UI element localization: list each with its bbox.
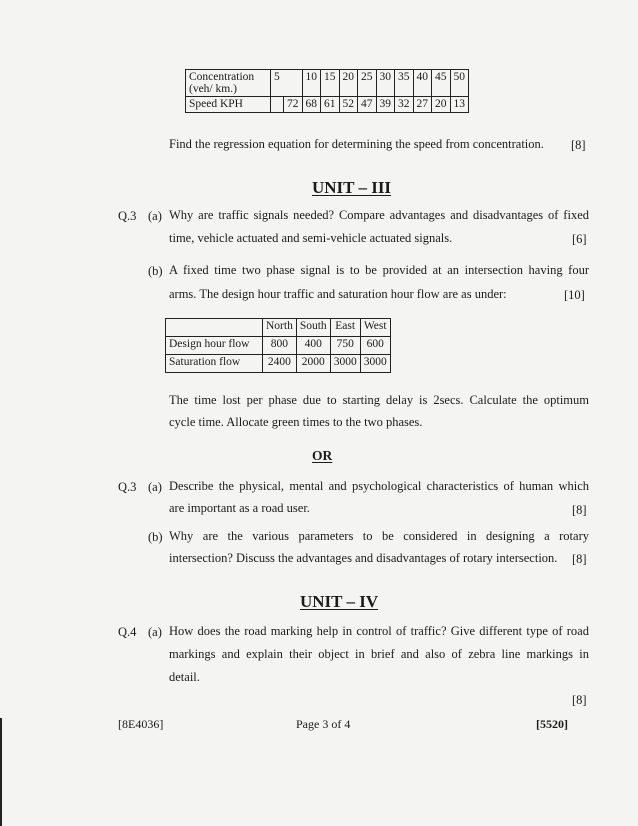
- question-number: Q.3: [118, 480, 137, 494]
- table-header-cell: West: [360, 319, 390, 337]
- question-text: intersection? Discuss the advantages and disadvantages of rotary intersection.: [169, 551, 558, 565]
- row-label: Design hour flow: [166, 337, 263, 355]
- table-row: [166, 319, 391, 337]
- table-cell: 5: [271, 70, 303, 97]
- row-label-concentration: Concentration (veh/ km.): [186, 70, 271, 97]
- table-cell: 32: [395, 97, 414, 113]
- question-text: time, vehicle actuated and semi-vehicle actuated signals.: [169, 231, 453, 245]
- part-label: (a): [148, 209, 162, 223]
- table-cell: 600: [360, 337, 390, 355]
- paper-number: [5520]: [536, 717, 568, 731]
- table-cell: 25: [358, 70, 377, 97]
- question-text: cycle time. Allocate green times to the two phases.: [169, 415, 423, 429]
- table-row: [166, 355, 391, 373]
- table-cell: 45: [432, 70, 451, 97]
- question-text: Describe the physical, mental and psychological characteristics of human which: [169, 479, 589, 493]
- table-cell: 30: [376, 70, 395, 97]
- question-text: markings and explain their object in brief and also of zebra line markings in: [169, 647, 589, 661]
- table-row: [186, 97, 469, 113]
- part-label: (b): [148, 264, 163, 278]
- table-cell: [271, 97, 284, 113]
- table-cell: 47: [358, 97, 377, 113]
- question-text: Why are the various parameters to be considered in designing a rotary: [169, 529, 589, 543]
- table-cell: 13: [450, 97, 469, 113]
- regression-question: Find the regression equation for determining the speed from concentration.: [169, 137, 544, 151]
- question-text: How does the road marking help in control of traffic? Give different type of road: [169, 624, 589, 638]
- marks-label: [6]: [572, 232, 587, 246]
- marks-label: [8]: [572, 552, 587, 566]
- part-label: (b): [148, 530, 163, 544]
- question-text: arms. The design hour traffic and saturation hour flow are as under:: [169, 287, 507, 301]
- table-cell: 61: [321, 97, 340, 113]
- table-cell: 39: [376, 97, 395, 113]
- table-header-cell: North: [263, 319, 297, 337]
- table-cell: 72: [284, 97, 303, 113]
- table-row: [166, 337, 391, 355]
- signal-flow-table: [165, 318, 391, 373]
- part-label: (a): [148, 480, 162, 494]
- table-corner-cell: [166, 319, 263, 337]
- scan-edge-rule: [0, 718, 2, 826]
- concentration-speed-table: [185, 69, 469, 113]
- page-number: Page 3 of 4: [296, 717, 351, 731]
- table-header-cell: South: [296, 319, 330, 337]
- marks-label: [8]: [572, 693, 587, 707]
- table-cell: 2000: [296, 355, 330, 373]
- table-cell: 15: [321, 70, 340, 97]
- marks-label: [8]: [572, 503, 587, 517]
- table-header-cell: East: [330, 319, 360, 337]
- table-cell: 20: [432, 97, 451, 113]
- table-cell: 10: [302, 70, 321, 97]
- table-cell: 2400: [263, 355, 297, 373]
- table-cell: 800: [263, 337, 297, 355]
- table-cell: 20: [339, 70, 358, 97]
- question-text: are important as a road user.: [169, 501, 310, 515]
- part-label: (a): [148, 625, 162, 639]
- question-text: A fixed time two phase signal is to be provided at an intersection having four: [169, 263, 589, 277]
- table-cell: 35: [395, 70, 414, 97]
- question-number: Q.3: [118, 209, 137, 223]
- question-text: The time lost per phase due to starting delay is 2secs. Calculate the optimum: [169, 393, 589, 407]
- paper-code: [8E4036]: [118, 717, 164, 731]
- unit-3-heading: UNIT – III: [312, 178, 392, 197]
- question-text: detail.: [169, 670, 200, 684]
- question-text: Why are traffic signals needed? Compare advantages and disadvantages of fixed: [169, 208, 589, 222]
- table-cell: 3000: [330, 355, 360, 373]
- question-number: Q.4: [118, 625, 137, 639]
- table-cell: 52: [339, 97, 358, 113]
- table-cell: 400: [296, 337, 330, 355]
- marks-label: [8]: [571, 138, 586, 152]
- row-label: Saturation flow: [166, 355, 263, 373]
- table-cell: 3000: [360, 355, 390, 373]
- table-cell: 50: [450, 70, 469, 97]
- table-cell: 27: [413, 97, 432, 113]
- table-cell: 40: [413, 70, 432, 97]
- table-cell: 68: [302, 97, 321, 113]
- marks-label: [10]: [564, 288, 585, 302]
- or-divider: OR: [312, 448, 333, 463]
- table-cell: 750: [330, 337, 360, 355]
- row-label-speed: Speed KPH: [186, 97, 271, 113]
- unit-4-heading: UNIT – IV: [300, 592, 379, 611]
- table-row: [186, 70, 469, 97]
